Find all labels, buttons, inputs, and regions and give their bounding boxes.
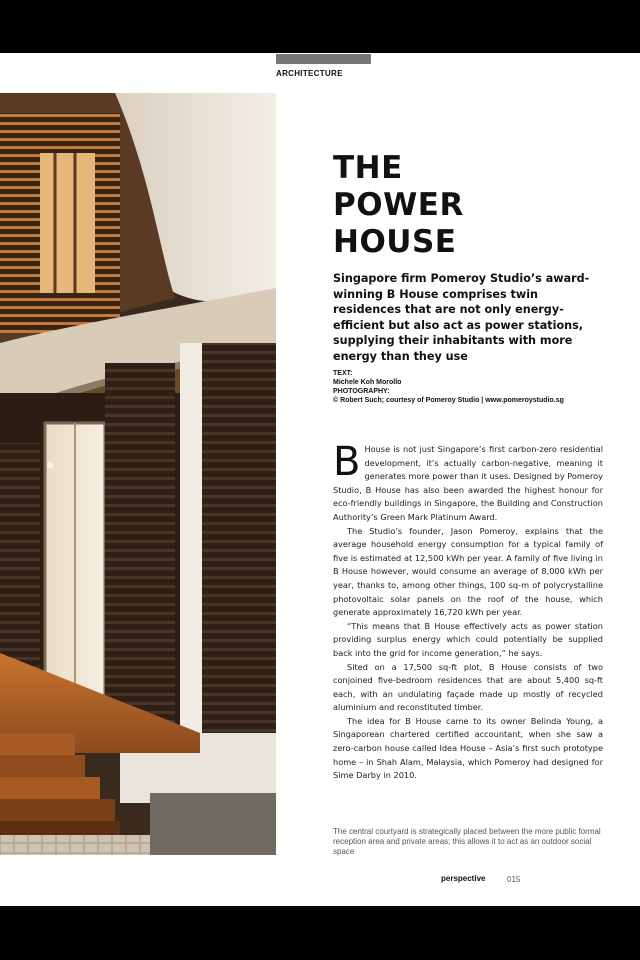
title-line: THE (333, 150, 403, 186)
paragraph-text: House is not just Singapore’s first carbon-zero residential development, it’s actually carbon-negative, meaning it generates more power than it uses. Designed by Pomeroy Studio, B House has also been awarded the highest honour for eco-friendly buildings in Singapore, the Building and Construction Authority’s Green Mark Platinum Award. (333, 444, 603, 522)
text-credit-label: TEXT: (333, 370, 353, 377)
title-line: POWER (333, 187, 464, 223)
drop-cap: B (333, 439, 361, 485)
magazine-page (0, 53, 640, 906)
magazine-brand: perspective (441, 874, 486, 883)
title-line: HOUSE (333, 224, 457, 260)
page-number: 015 (507, 875, 521, 884)
text-credit-value: Michele Koh Morollo (333, 379, 402, 386)
body-paragraph: The Studio’s founder, Jason Pomeroy, explains that the average household energy consumption for a typical family of five is estimated at 12,500 kWh per year. A family of five living in B House however, would consume an average of 8,000 kWh per year, thanks to, among other things, 100 sq-m of polycrystalline photovoltaic solar panels on the roof of the house, which generate approximately 16,720 kWh per year. (333, 525, 603, 618)
top-black-bar (0, 0, 640, 53)
bottom-black-bar (0, 906, 640, 960)
section-label: ARCHITECTURE (276, 69, 343, 78)
body-paragraph (333, 439, 603, 525)
body-paragraph: The idea for B House came to its owner Belinda Young, a Singaporean chartered certified accountant, when she saw a zero-carbon house called Idea House – Asia’s first such prototype home – in Shah Alam, Malaysia, which Pomeroy had designed for Sime Darby in 2010. (333, 715, 603, 781)
body-paragraph: “This means that B House effectively acts as power station providing surplus energy which could potentially be supplied back into the grid for income generation,” he says. (333, 620, 603, 658)
body-paragraph: Sited on a 17,500 sq-ft plot, B House consists of two conjoined five-bedroom residences that are about 5,400 sq-ft each, with an undulating façade made up mostly of recycled aluminium and reconstituted timber. (333, 661, 603, 713)
house-photo (0, 93, 276, 855)
article-title (333, 150, 593, 261)
photo-caption: The central courtyard is strategically placed between the more public formal reception area and private areas; this allows it to act as an outdoor social space (333, 827, 601, 856)
article-body (333, 439, 603, 783)
photo-credit-value: © Robert Such; courtesy of Pomeroy Studio | www.pomeroystudio.sg (333, 397, 564, 404)
article-credits (333, 369, 593, 405)
photo-credit-label: PHOTOGRAPHY: (333, 388, 390, 395)
section-tab (276, 54, 371, 64)
article-deck: Singapore firm Pomeroy Studio’s award-winning B House comprises twin residences that are not only energy-efficient but also act as power stations, supplying their inhabitants with more energy than they use (333, 272, 590, 363)
